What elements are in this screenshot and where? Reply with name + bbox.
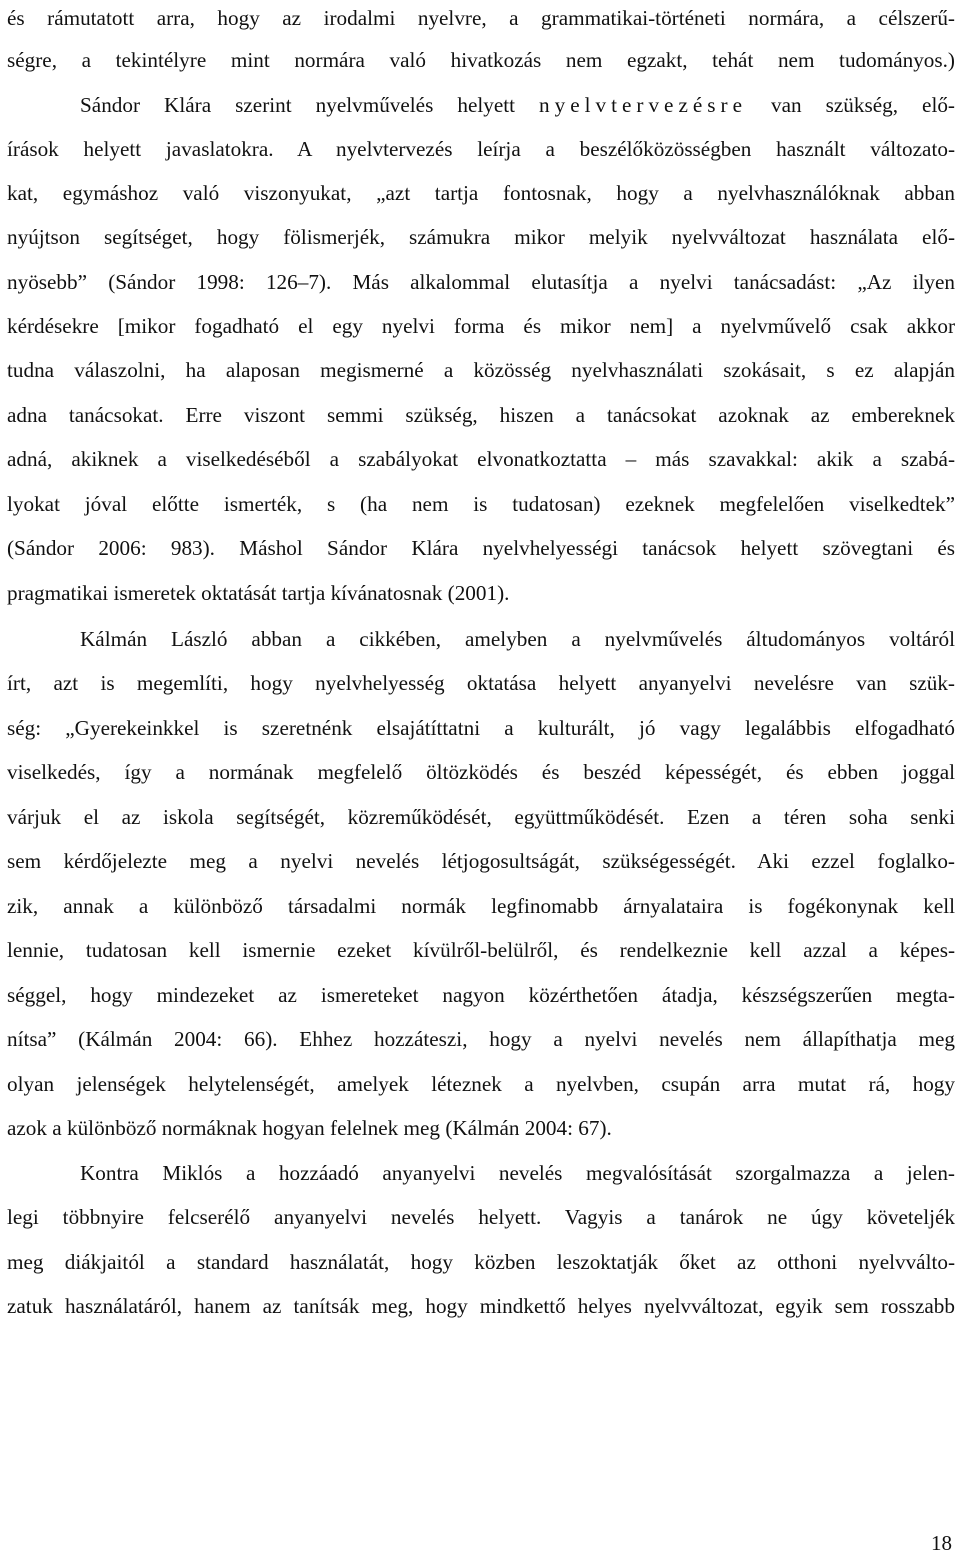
text-line: adna tanácsokat. Erre viszont semmi szükség, hiszen a tanácsokat azoknak az embereknek — [7, 403, 955, 427]
text-line: kat, egymáshoz való viszonyukat, „azt tartja fontosnak, hogy a nyelvhasználóknak abban — [7, 181, 955, 205]
text-line: séggel, hogy mindezeket az ismereteket nagyon közérthetően átadja, készségszerűen megta- — [7, 983, 955, 1007]
text-line: várjuk el az iskola segítségét, közreműködését, együttműködését. Ezen a téren soha senki — [7, 805, 955, 829]
text-line: pragmatikai ismeretek oktatását tartja kívánatosnak (2001). — [7, 581, 510, 605]
text-line: zik, annak a különböző társadalmi normák legfinomabb árnyalataira is fogékonynak kell — [7, 894, 955, 918]
text-line: sem kérdőjelezte meg a nyelvi nevelés létjogosultságát, szükségességét. Aki ezzel foglalko- — [7, 849, 955, 873]
text-line: azok a különböző normáknak hogyan felelnek meg (Kálmán 2004: 67). — [7, 1116, 612, 1140]
text-line: adná, akiknek a viselkedéséből a szabályokat elvonatkoztatta – más szavakkal: akik a szabá- — [7, 447, 955, 471]
text-line: olyan jelenségek helytelenségét, amelyek léteznek a nyelvben, csupán arra mutat rá, hogy — [7, 1072, 955, 1096]
text-line: lennie, tudatosan kell ismernie ezeket kívülről-belülről, és rendelkeznie kell azzal a képes- — [7, 938, 955, 962]
emphasized-term: nyelvtervezésre — [539, 93, 747, 117]
text-line: meg diákjaitól a standard használatát, hogy közben leszoktatják őket az otthoni nyelvválto- — [7, 1250, 955, 1274]
text-line: nyújtson segítséget, hogy fölismerjék, számukra mikor melyik nyelvváltozat használata elő- — [7, 225, 955, 249]
text-line — [80, 90, 955, 120]
text-line: és rámutatott arra, hogy az irodalmi nyelvre, a grammatikai-történeti normára, a célszerű- — [7, 6, 955, 30]
text-line: ség: „Gyerekeinkkel is szeretnénk elsajátíttatni a kulturált, jó vagy legalábbis elfogadható — [7, 716, 955, 740]
text-line: írt, azt is megemlíti, hogy nyelvhelyesség oktatása helyett anyanyelvi nevelésre van szük- — [7, 671, 955, 695]
text-line: (Sándor 2006: 983). Máshol Sándor Klára nyelvhelyességi tanácsok helyett szövegtani és — [7, 536, 955, 560]
text-line: Kálmán László abban a cikkében, amelyben a nyelvművelés áltudományos voltáról — [80, 627, 955, 651]
text-line: viselkedés, így a normának megfelelő öltözködés és beszéd képességét, és ebben joggal — [7, 760, 955, 784]
text-line: legi többnyire felcserélő anyanyelvi nevelés helyett. Vagyis a tanárok ne úgy követeljék — [7, 1205, 955, 1229]
text-line: Kontra Miklós a hozzáadó anyanyelvi nevelés megvalósítását szorgalmazza a jelen- — [80, 1161, 955, 1185]
text-line: lyokat jóval előtte ismerték, s (ha nem is tudatosan) ezeknek megfelelően viselkedtek” — [7, 492, 955, 516]
text-line: kérdésekre [mikor fogadható el egy nyelvi forma és mikor nem] a nyelvművelő csak akkor — [7, 314, 955, 338]
text-line: nítsa” (Kálmán 2004: 66). Ehhez hozzáteszi, hogy a nyelvi nevelés nem állapíthatja meg — [7, 1027, 955, 1051]
text-line: tudna válaszolni, ha alaposan megismerné a közösség nyelvhasználati szokásait, s ez alapján — [7, 358, 955, 382]
text-line: ségre, a tekintélyre mint normára való hivatkozás nem egzakt, tehát nem tudományos.) — [7, 48, 955, 72]
text-fragment: van szükség, elő- — [771, 93, 955, 117]
text-line: nyösebb” (Sándor 1998: 126–7). Más alkalommal elutasítja a nyelvi tanácsadást: „Az ilyen — [7, 270, 955, 294]
text-line: írások helyett javaslatokra. A nyelvtervezés leírja a beszélőközösségben használt változato- — [7, 137, 955, 161]
page-number: 18 — [931, 1531, 952, 1555]
text-fragment: Sándor Klára szerint nyelvművelés helyett — [80, 93, 516, 117]
text-line: zatuk használatáról, hanem az tanítsák meg, hogy mindkettő helyes nyelvváltozat, egyik sem rosszabb — [7, 1294, 955, 1318]
